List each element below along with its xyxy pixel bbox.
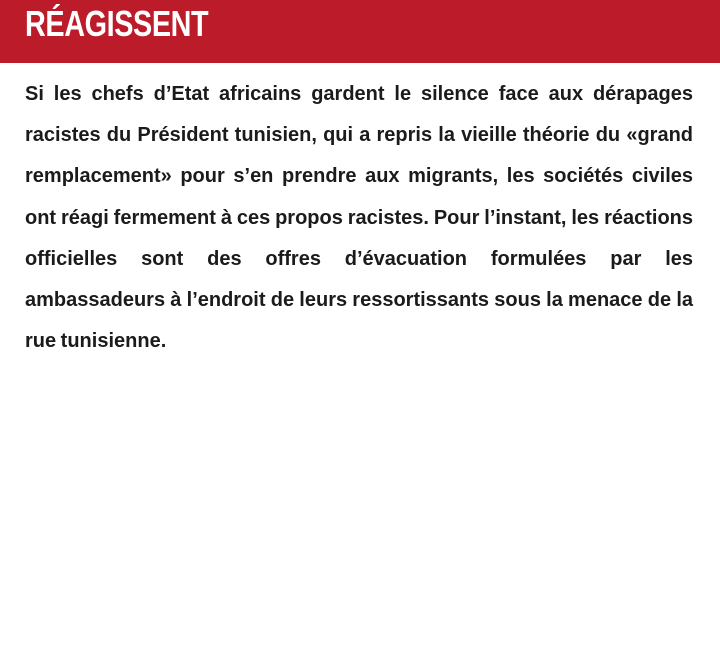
- headline-banner: [0, 0, 720, 63]
- article-paragraph: Si les chefs d’Etat africains gardent le silence face aux dérapages racistes du Président tunisien, qui a repris la vieille théorie du «grand remplacement» pour s’en prendre aux migrants, les sociétés civiles ont réagi fermement à ces propos racistes. Pour l’instant, les réactions officielles sont des offres d’évacuation formulées par les ambassadeurs à l’endroit de leurs ressortissants sous la menace de la rue tunisienne.: [25, 83, 693, 353]
- headline-title: RÉAGISSENT: [25, 3, 209, 44]
